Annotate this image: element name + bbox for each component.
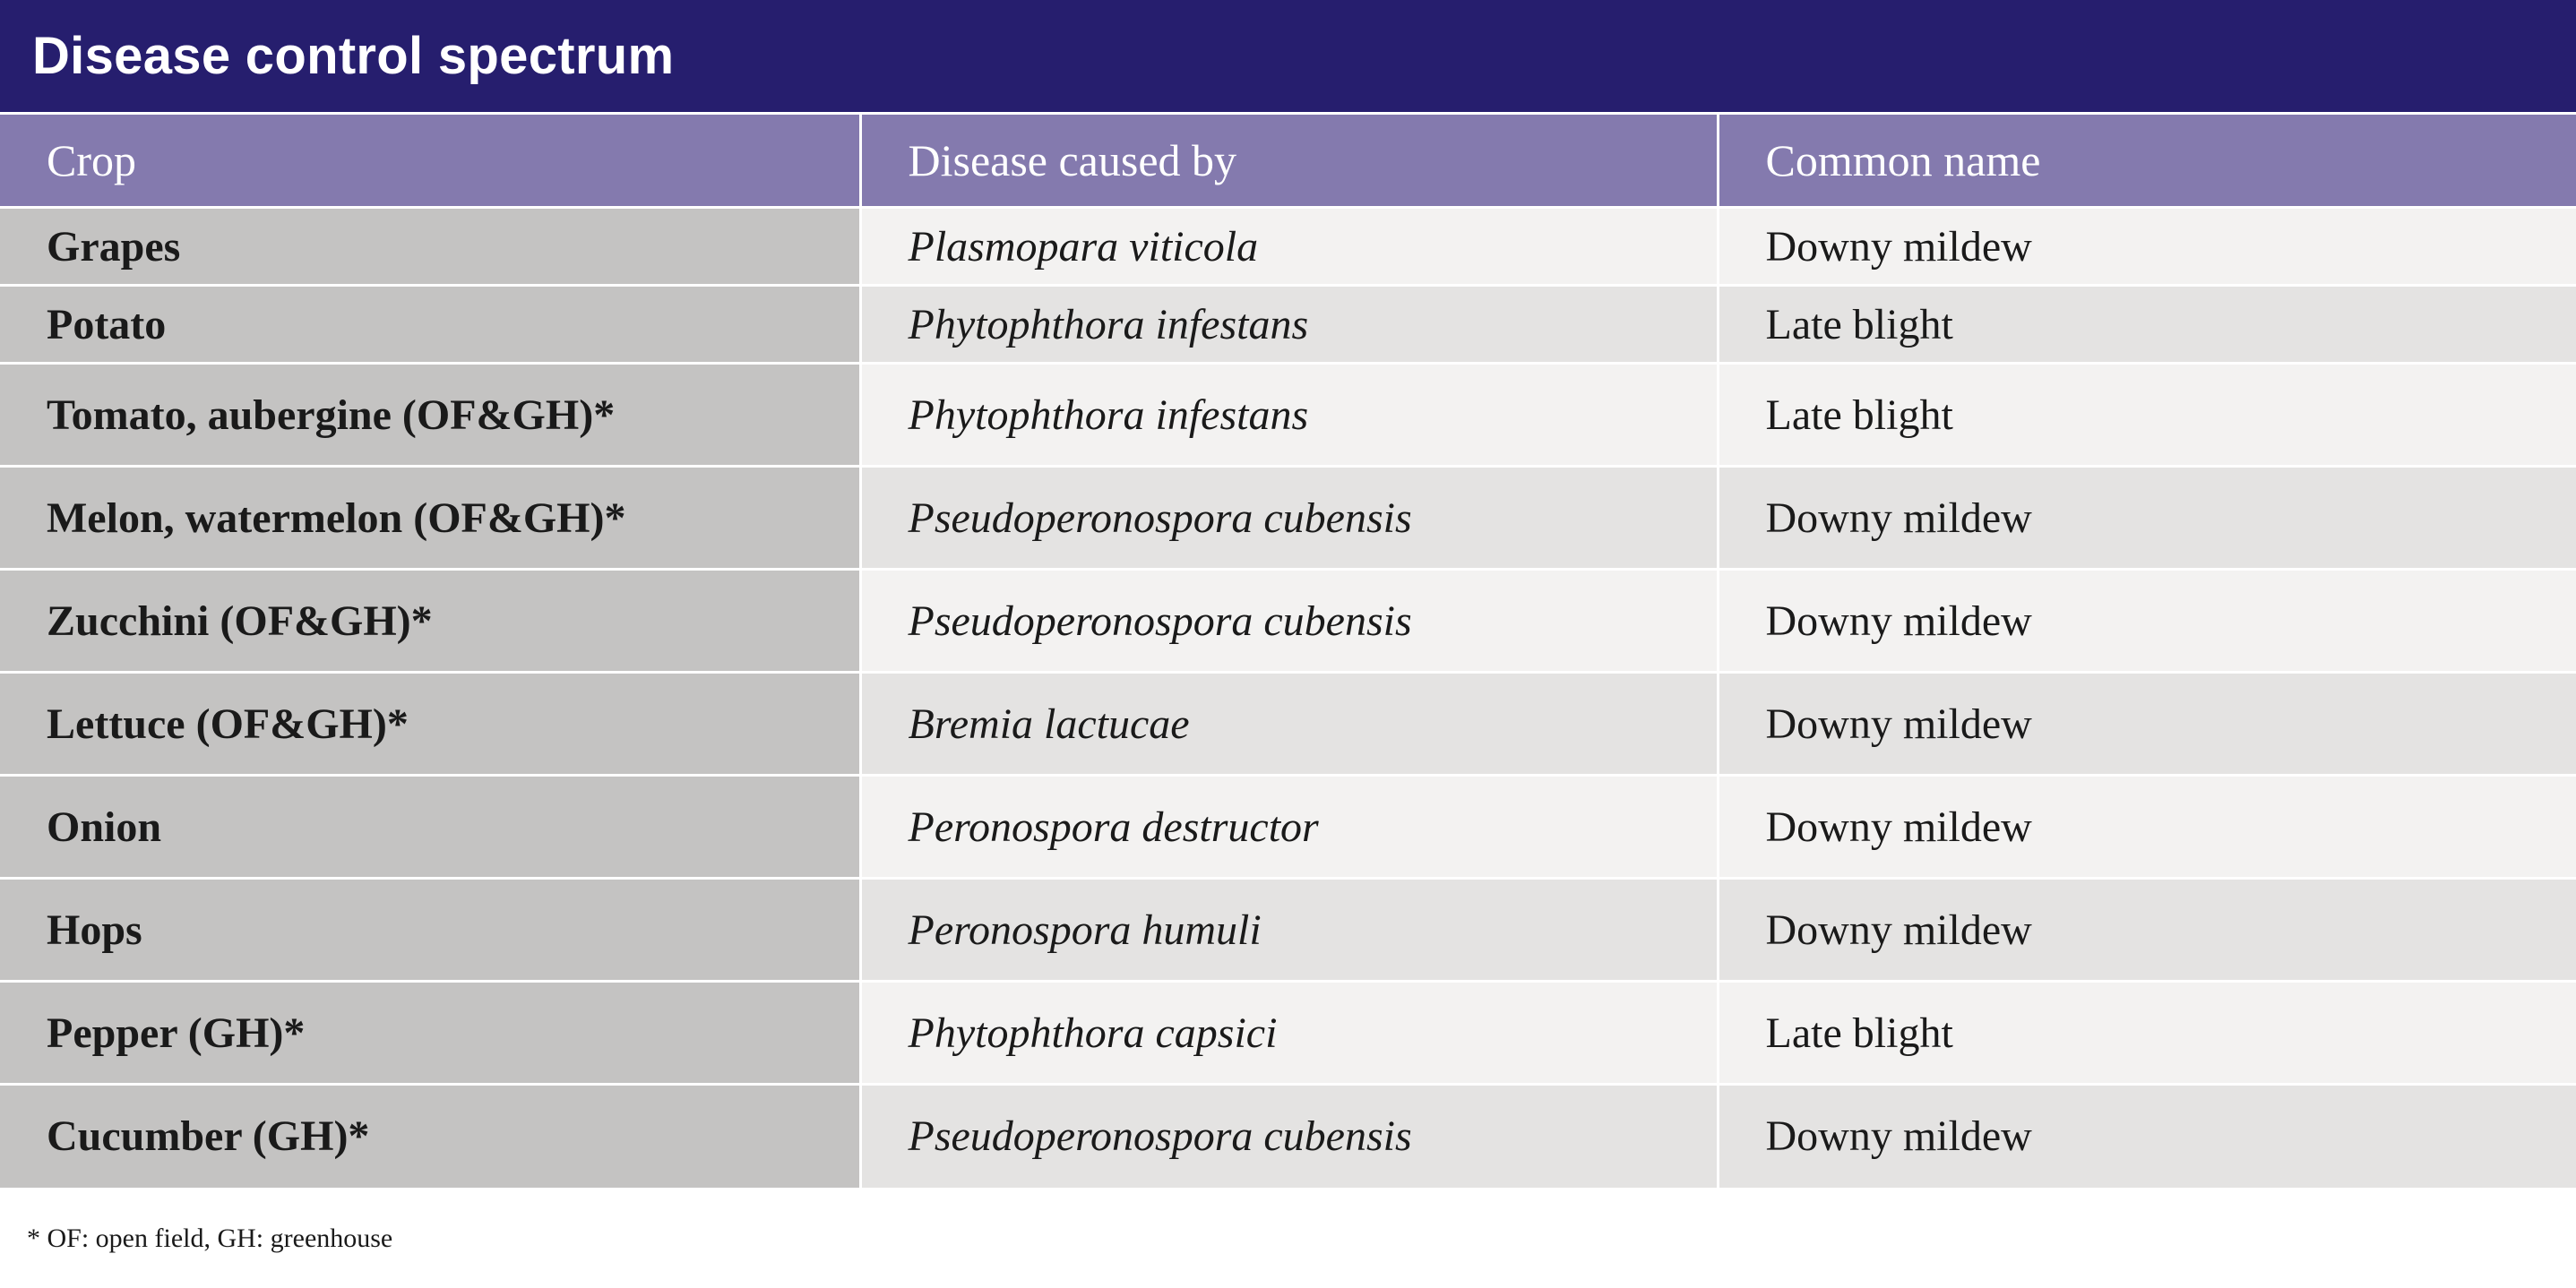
- common-name-cell: Downy mildew: [1718, 570, 2576, 673]
- crop-cell: Grapes: [0, 208, 860, 286]
- crop-cell: Pepper (GH)*: [0, 982, 860, 1085]
- table-row: [0, 673, 2576, 776]
- table-row: [0, 364, 2576, 467]
- pathogen-cell: Peronospora destructor: [860, 776, 1718, 879]
- common-name-cell: Late blight: [1718, 364, 2576, 467]
- table-header-row: [0, 114, 2576, 208]
- header-common-name: Common name: [1718, 114, 2576, 208]
- crop-cell: Hops: [0, 879, 860, 982]
- crop-cell: Cucumber (GH)*: [0, 1085, 860, 1188]
- pathogen-cell: Plasmopara viticola: [860, 208, 1718, 286]
- page-title: Disease control spectrum: [32, 27, 675, 85]
- crop-cell: Melon, watermelon (OF&GH)*: [0, 467, 860, 570]
- common-name-cell: Downy mildew: [1718, 208, 2576, 286]
- table-row: [0, 570, 2576, 673]
- pathogen-cell: Phytophthora capsici: [860, 982, 1718, 1085]
- common-name-cell: Downy mildew: [1718, 1085, 2576, 1188]
- crop-cell: Zucchini (OF&GH)*: [0, 570, 860, 673]
- table-row: [0, 467, 2576, 570]
- pathogen-cell: Pseudoperonospora cubensis: [860, 1085, 1718, 1188]
- title-bar: [0, 0, 2576, 112]
- table-row: [0, 982, 2576, 1085]
- table-row: [0, 1085, 2576, 1188]
- common-name-cell: Downy mildew: [1718, 467, 2576, 570]
- common-name-cell: Downy mildew: [1718, 879, 2576, 982]
- pathogen-cell: Peronospora humuli: [860, 879, 1718, 982]
- header-crop: Crop: [0, 114, 860, 208]
- crop-cell: Lettuce (OF&GH)*: [0, 673, 860, 776]
- common-name-cell: Downy mildew: [1718, 776, 2576, 879]
- crop-cell: Onion: [0, 776, 860, 879]
- header-disease-caused-by: Disease caused by: [860, 114, 1718, 208]
- pathogen-cell: Pseudoperonospora cubensis: [860, 467, 1718, 570]
- disease-table: [0, 112, 2576, 1188]
- common-name-cell: Downy mildew: [1718, 673, 2576, 776]
- pathogen-cell: Phytophthora infestans: [860, 286, 1718, 364]
- footnote: * OF: open field, GH: greenhouse: [27, 1224, 393, 1253]
- crop-cell: Potato: [0, 286, 860, 364]
- crop-cell: Tomato, aubergine (OF&GH)*: [0, 364, 860, 467]
- pathogen-cell: Bremia lactucae: [860, 673, 1718, 776]
- pathogen-cell: Pseudoperonospora cubensis: [860, 570, 1718, 673]
- table-row: [0, 286, 2576, 364]
- common-name-cell: Late blight: [1718, 286, 2576, 364]
- pathogen-cell: Phytophthora infestans: [860, 364, 1718, 467]
- table-row: [0, 879, 2576, 982]
- table-row: [0, 776, 2576, 879]
- common-name-cell: Late blight: [1718, 982, 2576, 1085]
- table-row: [0, 208, 2576, 286]
